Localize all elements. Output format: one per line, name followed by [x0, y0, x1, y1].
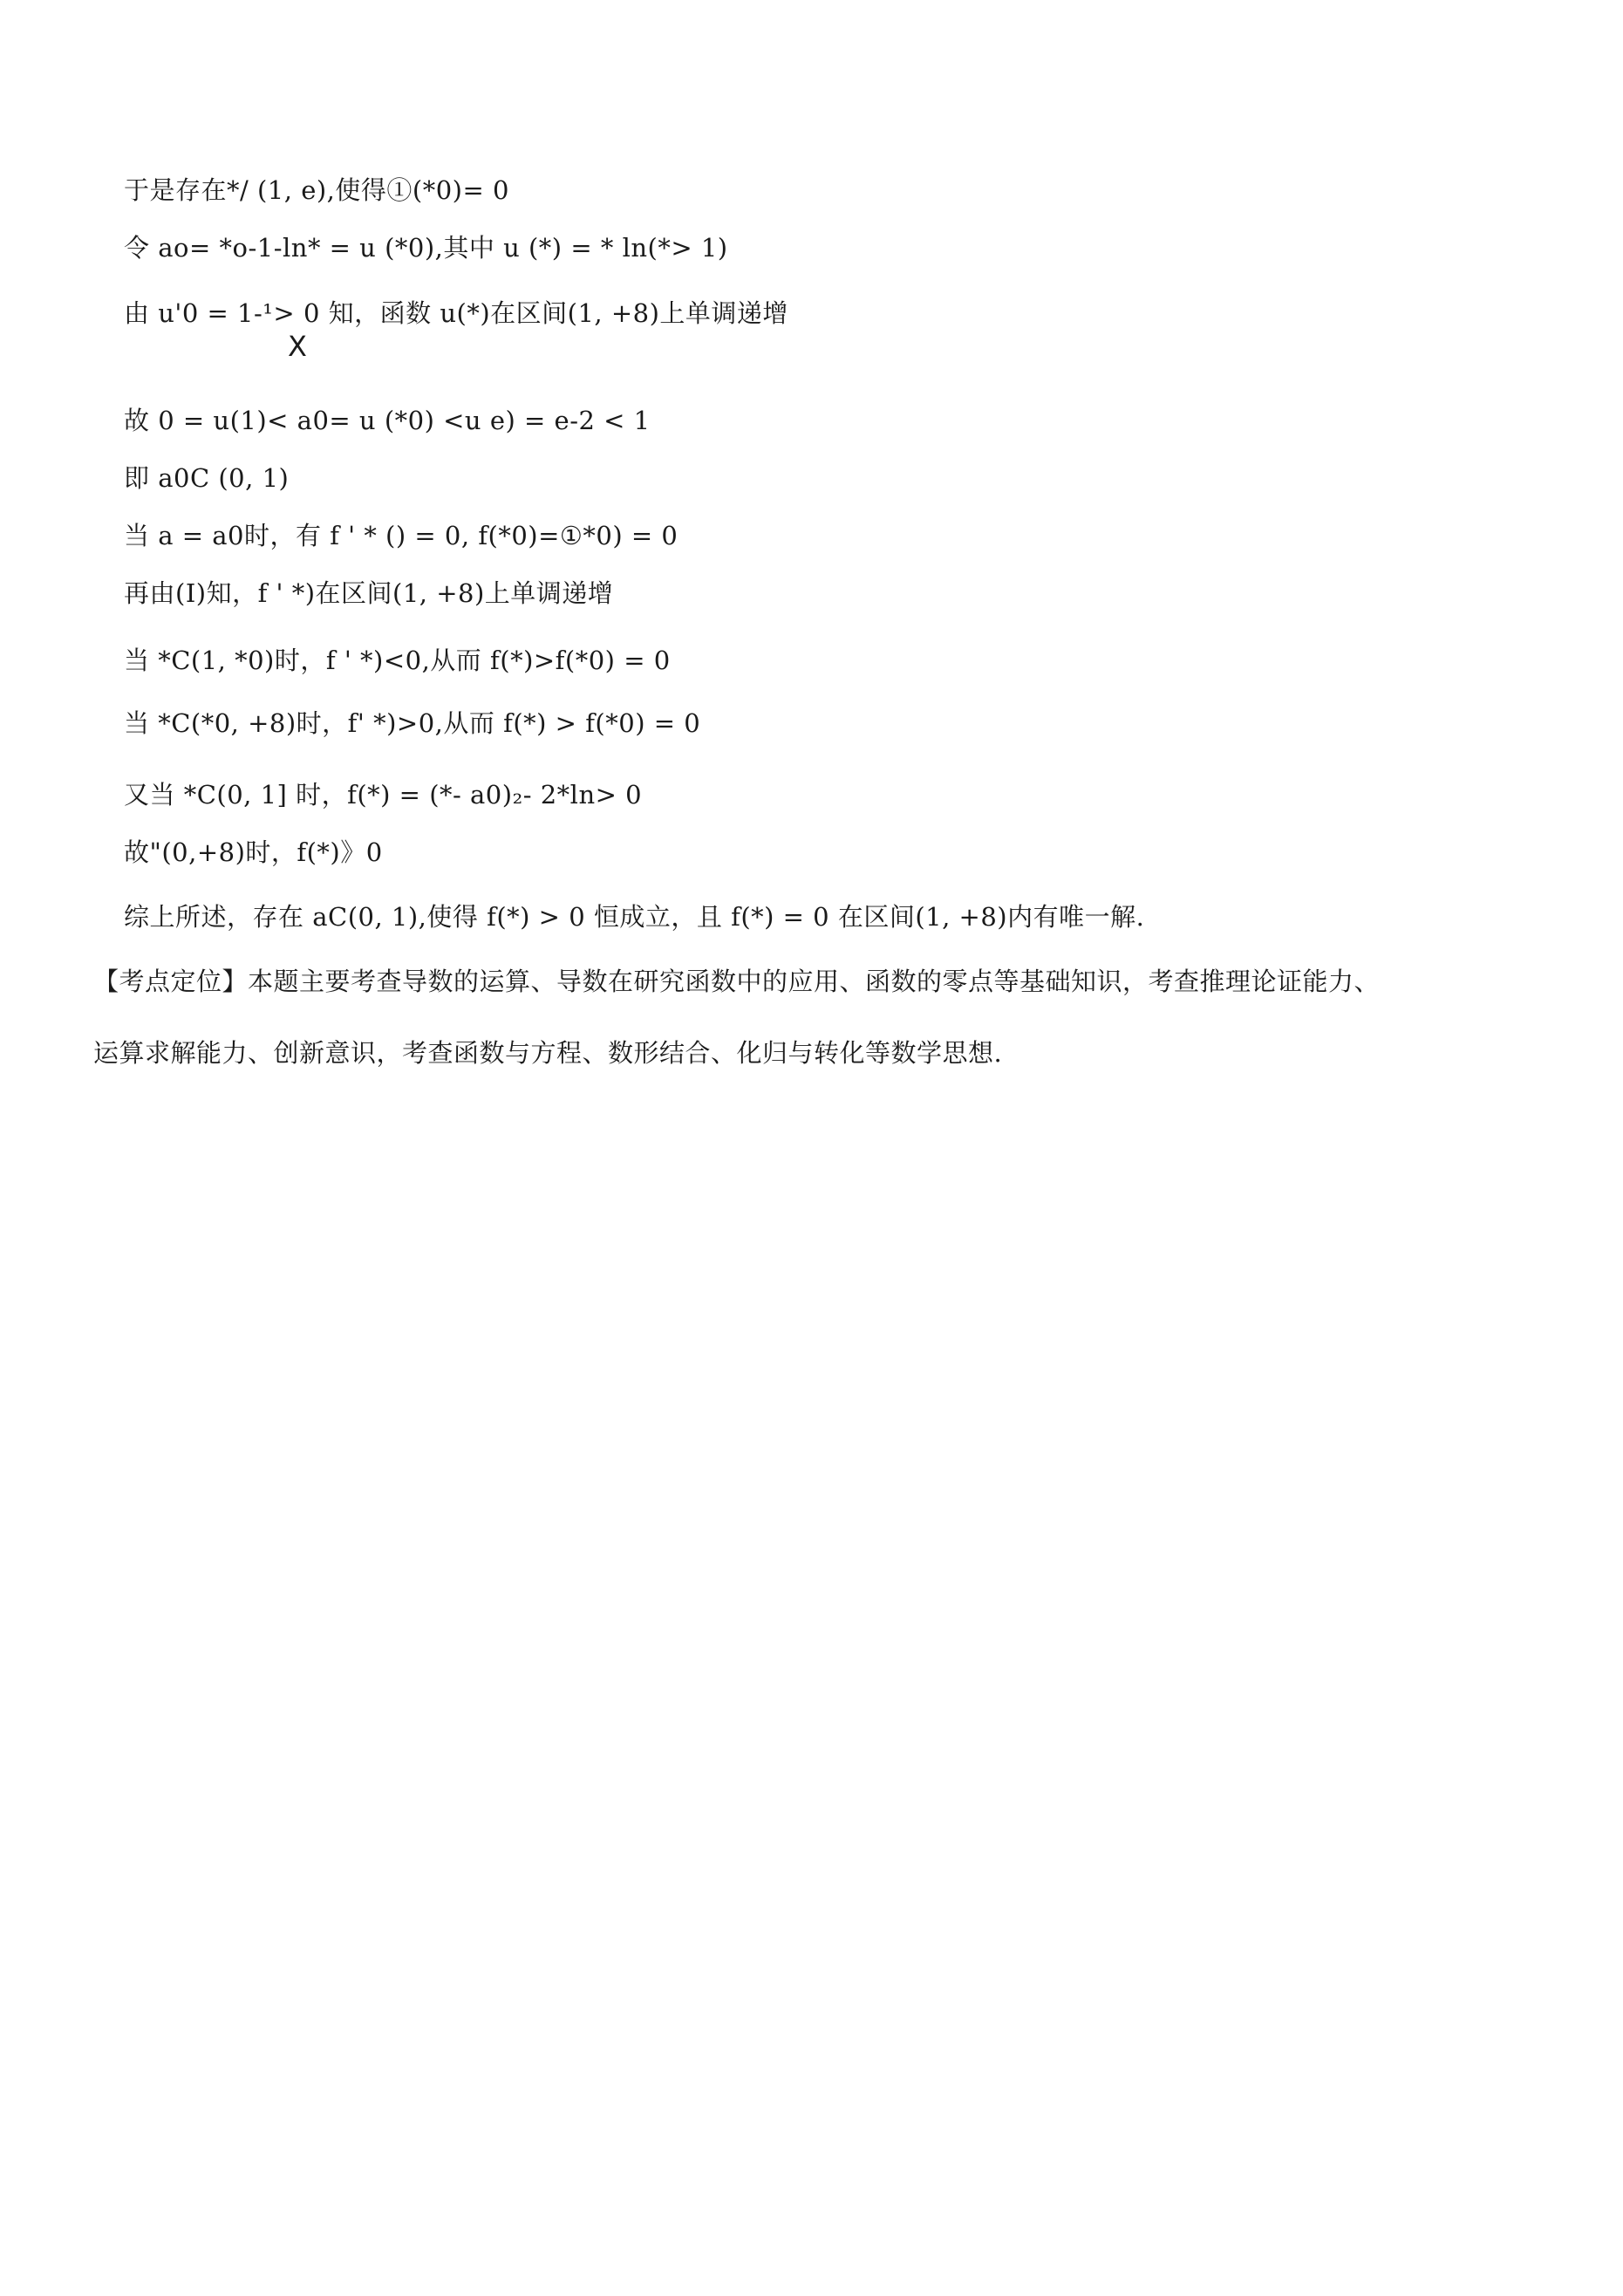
proof-line-3: 由 u'0 = 1-¹> 0 知，函数 u(*)在区间(1, +8)上单调递增	[124, 298, 788, 328]
proof-line-7: 再由(I)知，f ' *)在区间(1, +8)上单调递增	[124, 578, 614, 608]
proof-line-3-subscript: X	[288, 330, 307, 363]
proof-line-11: 故"(0,+8)时，f(*)》0	[124, 837, 383, 867]
proof-line-4: 故 0 = u(1)< a0= u (*0) <u e) = e-2 < 1	[124, 406, 651, 435]
proof-conclusion: 综上所述，存在 aC(0, 1),使得 f(*) > 0 恒成立，且 f(*) = 0 在区间(1, +8)内有唯一解.	[124, 902, 1145, 932]
knowledge-point-line-1: 【考点定位】本题主要考查导数的运算、导数在研究函数中的应用、函数的零点等基础知识，考查推理论证能力、	[93, 967, 1381, 996]
proof-line-8: 当 *C(1, *0)时，f ' *)<0,从而 f(*)>f(*0) = 0	[124, 646, 671, 675]
proof-line-5: 即 a0C (0, 1)	[124, 463, 290, 493]
proof-line-9: 当 *C(*0, +8)时，f' *)>0,从而 f(*) > f(*0) = 0	[124, 708, 701, 738]
proof-line-2: 令 ao= *o-1-ln* = u (*0),其中 u (*) = * ln(*> 1)	[124, 233, 728, 263]
proof-line-6: 当 a = a0时，有 f ' * () = 0, f(*0)=①*0) = 0	[124, 521, 679, 550]
proof-line-10: 又当 *C(0, 1] 时，f(*) = (*- a0)₂- 2*ln> 0	[124, 780, 643, 810]
knowledge-point-line-2: 运算求解能力、创新意识，考查函数与方程、数形结合、化归与转化等数学思想.	[93, 1038, 1003, 1068]
proof-line-1: 于是存在*/ (1, e),使得①(*0)= 0	[124, 175, 509, 205]
